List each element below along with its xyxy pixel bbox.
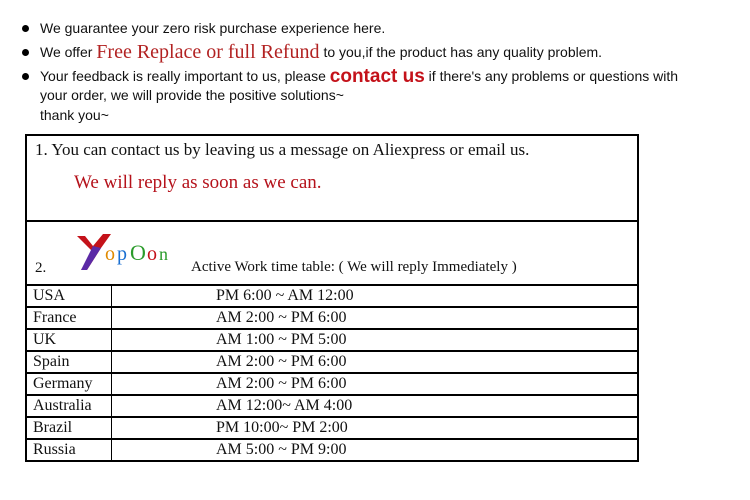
guarantee-list [22,18,742,125]
country-cell: Spain [27,351,112,373]
work-time-table [27,286,637,460]
contact-instructions: 1. You can contact us by leaving us a message on Aliexpress or email us. [35,140,530,159]
table-row [27,351,637,373]
table-row [27,286,637,307]
table-row [27,329,637,351]
bullet-text: if there's any problems or questions with [424,68,679,84]
time-cell: PM 6:00 ~ AM 12:00 [216,287,354,304]
bullet-text: Your feedback is really important to us, please [40,68,330,84]
country-cell: UK [27,329,112,351]
contact-section [27,136,637,222]
time-cell: AM 2:00 ~ PM 6:00 [112,307,638,329]
bullet-refund [22,42,742,62]
brand-logo [71,230,191,281]
reply-promise: We will reply as soon as we can. [74,172,322,193]
work-time-header [27,222,637,286]
time-cell: AM 1:00 ~ PM 5:00 [112,329,638,351]
contact-us-link[interactable]: contact us [329,66,425,87]
country-cell: Australia [27,395,112,417]
bullet-icon [22,49,29,56]
bullet-icon [22,73,29,80]
section-number: 2. [35,260,47,276]
bullet-text: We guarantee your zero risk purchase experience here. [40,20,386,36]
table-row [27,373,637,395]
table-row [27,417,637,439]
contact-box [25,134,639,462]
svg-text:o: o [147,243,157,265]
country-cell: France [27,307,112,329]
bullet-feedback [22,66,742,87]
table-row [27,395,637,417]
time-cell: PM 10:00~ PM 2:00 [112,417,638,439]
work-time-title: Active Work time table: ( We will reply Immediately ) [191,259,517,275]
time-cell: AM 2:00 ~ PM 6:00 [112,351,638,373]
bullet-text: to you,if the product has any quality problem. [319,44,603,60]
time-cell: AM 2:00 ~ PM 6:00 [112,373,638,395]
bullet-zero-risk [22,18,742,38]
feedback-continuation: your order, we will provide the positive solutions~ [40,87,344,103]
country-cell: Russia [27,439,112,460]
svg-text:p: p [117,243,127,265]
time-cell: AM 12:00~ AM 4:00 [112,395,638,417]
time-cell: AM 5:00 ~ PM 9:00 [112,439,638,460]
refund-highlight: Free Replace or full Refund [96,41,320,63]
table-row [27,307,637,329]
country-cell: Brazil [27,417,112,439]
thank-you-text: thank you~ [40,107,109,123]
bullet-icon [22,25,29,32]
svg-text:o: o [105,243,115,265]
table-row [27,439,637,460]
svg-text:O: O [130,240,146,265]
country-cell: Germany [27,373,112,395]
country-cell: USA [27,286,112,307]
svg-text:n: n [159,244,168,264]
bullet-text: We offer [40,44,97,60]
